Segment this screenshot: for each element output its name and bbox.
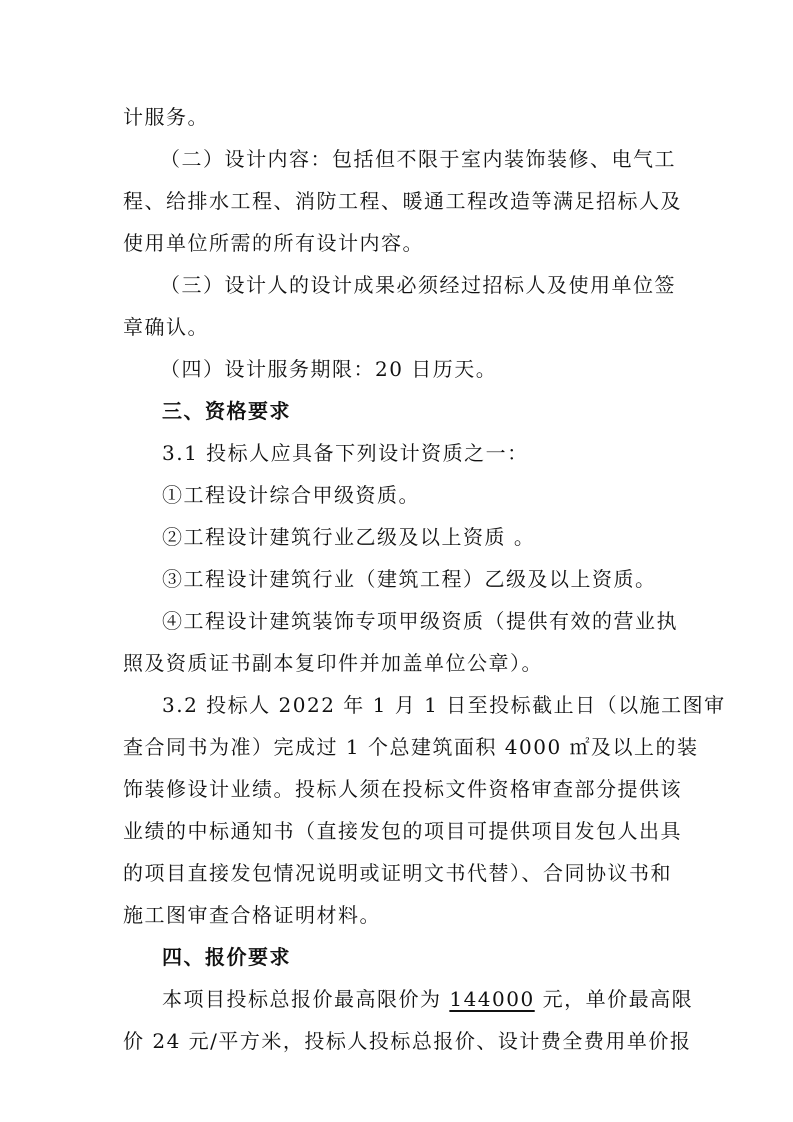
- paragraph-line: 饰装修设计业绩。投标人须在投标文件资格审查部分提供该: [123, 777, 682, 801]
- paragraph-line: （三）设计人的设计成果必须经过招标人及使用单位签: [160, 273, 676, 297]
- paragraph-line: 业绩的中标通知书（直接发包的项目可提供项目发包人出具: [123, 819, 682, 843]
- paragraph-line: 使用单位所需的所有设计内容。: [123, 231, 424, 255]
- list-item: ④工程设计建筑装饰专项甲级资质（提供有效的营业执: [162, 609, 678, 633]
- list-item: ②工程设计建筑行业乙级及以上资质 。: [162, 525, 536, 549]
- text-span: 元，单价最高限: [534, 987, 694, 1011]
- max-price-value: 144000: [449, 987, 535, 1011]
- list-item: ③工程设计建筑行业（建筑工程）乙级及以上资质。: [162, 567, 657, 591]
- paragraph-line: （四）设计服务期限：20 日历天。: [160, 357, 498, 381]
- paragraph-line: 3.1 投标人应具备下列设计资质之一：: [162, 441, 529, 465]
- paragraph-line: 章确认。: [123, 315, 209, 339]
- paragraph-line: （二）设计内容：包括但不限于室内装饰装修、电气工: [160, 147, 676, 171]
- list-item: ①工程设计综合甲级资质。: [162, 483, 420, 507]
- paragraph-line: 的项目直接发包情况说明或证明文书代替）、合同协议书和: [123, 861, 672, 885]
- paragraph-line: 3.2 投标人 2022 年 1 月 1 日至投标截止日（以施工图审: [162, 693, 726, 717]
- paragraph-line: 程、给排水工程、消防工程、暖通工程改造等满足招标人及: [123, 189, 682, 213]
- paragraph-line: [162, 984, 694, 1014]
- paragraph-line: 照及资质证书副本复印件并加盖单位公章）。: [123, 651, 543, 675]
- paragraph-line: 价 24 元/平方米，投标人投标总报价、设计费全费用单价报: [123, 1029, 692, 1053]
- paragraph-line: 施工图审查合格证明材料。: [123, 903, 381, 927]
- text-span: 本项目投标总报价最高限价为: [162, 987, 450, 1011]
- section-heading-qualification: 三、资格要求: [162, 399, 291, 423]
- paragraph-line: 查合同书为准）完成过 1 个总建筑面积 4000 ㎡及以上的装: [123, 735, 699, 759]
- paragraph-line: 计服务。: [123, 105, 209, 129]
- section-heading-quotation: 四、报价要求: [162, 945, 291, 969]
